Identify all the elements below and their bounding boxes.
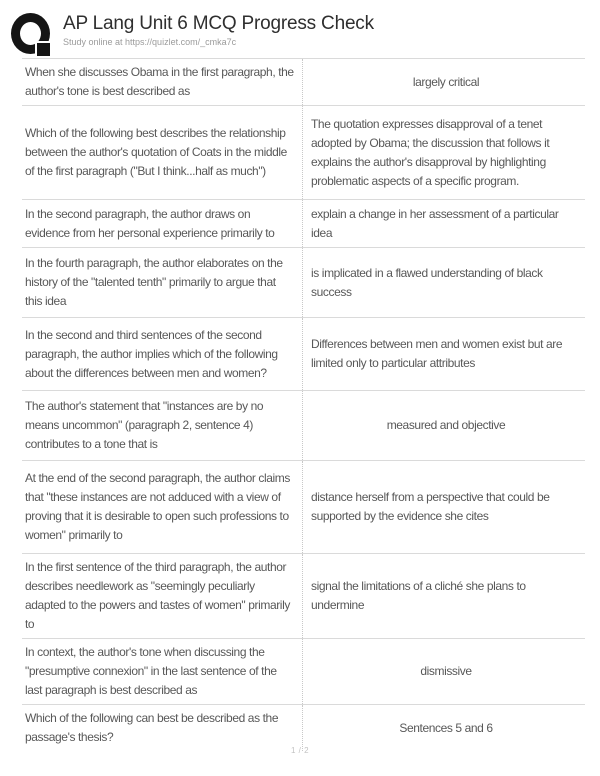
answer-text: explain a change in her assessment of a particular idea [311,206,559,240]
answer-cell [302,639,585,704]
answer-text: largely critical [412,74,480,89]
answer-text: Differences between men and women exist but are limited only to particular attributes [311,337,563,370]
question-text: In the second paragraph, the author draws on evidence from her personal experience primarily to [25,206,275,240]
question-cell [22,705,302,751]
answer-text: distance herself from a perspective that could be supported by the evidence she cites [311,490,550,523]
qa-row [22,391,585,461]
question-cell [22,639,302,704]
question-text: Which of the following can best be described as the passage's thesis? [25,711,279,744]
logo-tail [35,41,50,56]
answer-cell [302,391,585,460]
qa-row [22,59,585,106]
answer-cell [302,200,585,247]
question-cell [22,318,302,390]
answer-cell [302,705,585,751]
question-text: In the fourth paragraph, the author elaborates on the history of the "talented tenth" primarily to argue that this idea [25,256,283,308]
qa-row [22,554,585,639]
qa-row [22,106,585,200]
answer-cell [302,106,585,199]
question-cell [22,106,302,199]
answer-text: signal the limitations of a cliché she plans to undermine [311,579,526,612]
answer-cell [302,318,585,390]
qa-row [22,461,585,554]
answer-cell [302,461,585,553]
question-text: At the end of the second paragraph, the author claims that "these instances are not adduced with a view of proving that it is desirable to open such professions to women" primarily to [25,471,290,542]
header-text [63,13,374,48]
question-cell [22,200,302,247]
header [0,0,600,58]
answer-text: The quotation expresses disapproval of a tenet adopted by Obama; the discussion that follows it explains the author's disapproval by highlighting problematic aspects of a specific program. [311,116,550,188]
question-text: When she discusses Obama in the first paragraph, the author's tone is best described as [25,65,294,98]
question-cell [22,461,302,553]
question-text: In the first sentence of the third paragraph, the author describes needlework as "seemingly peculiarly adapted to the powers and tastes of women" primarily to [25,560,290,631]
qa-row [22,318,585,391]
answer-text: dismissive [420,664,472,678]
question-text: In the second and third sentences of the second paragraph, the author implies which of the following about the differences between men and women? [25,327,278,380]
qa-row [22,705,585,751]
page-title: AP Lang Unit 6 MCQ Progress Check [63,13,374,34]
qa-row [22,200,585,248]
answer-text: Sentences 5 and 6 [399,720,493,735]
page-indicator: 1 / 2 [290,746,310,755]
question-cell [22,59,302,105]
answer-cell [302,59,585,105]
qa-row [22,639,585,705]
answer-text: is implicated in a flawed understanding of black success [311,265,543,299]
question-text: In context, the author's tone when discussing the "presumptive connexion" in the last sentence of the last paragraph is best described as [25,645,277,697]
question-text: The author's statement that "instances are by no means uncommon" (paragraph 2, sentence 4) contributes to a tone that is [25,399,264,451]
answer-text: measured and objective [386,418,506,432]
answer-cell [302,554,585,638]
answer-cell [302,248,585,317]
qa-row [22,248,585,318]
qa-table [22,58,585,751]
question-cell [22,248,302,317]
question-text: Which of the following best describes the relationship between the author's quotation of Coats in the middle of the first paragraph ("But I think...half as much") [25,126,287,178]
study-online-link: Study online at https://quizlet.com/_cmka7c [63,37,237,47]
quizlet-q-logo-icon [11,13,53,57]
question-cell [22,391,302,460]
question-cell [22,554,302,638]
